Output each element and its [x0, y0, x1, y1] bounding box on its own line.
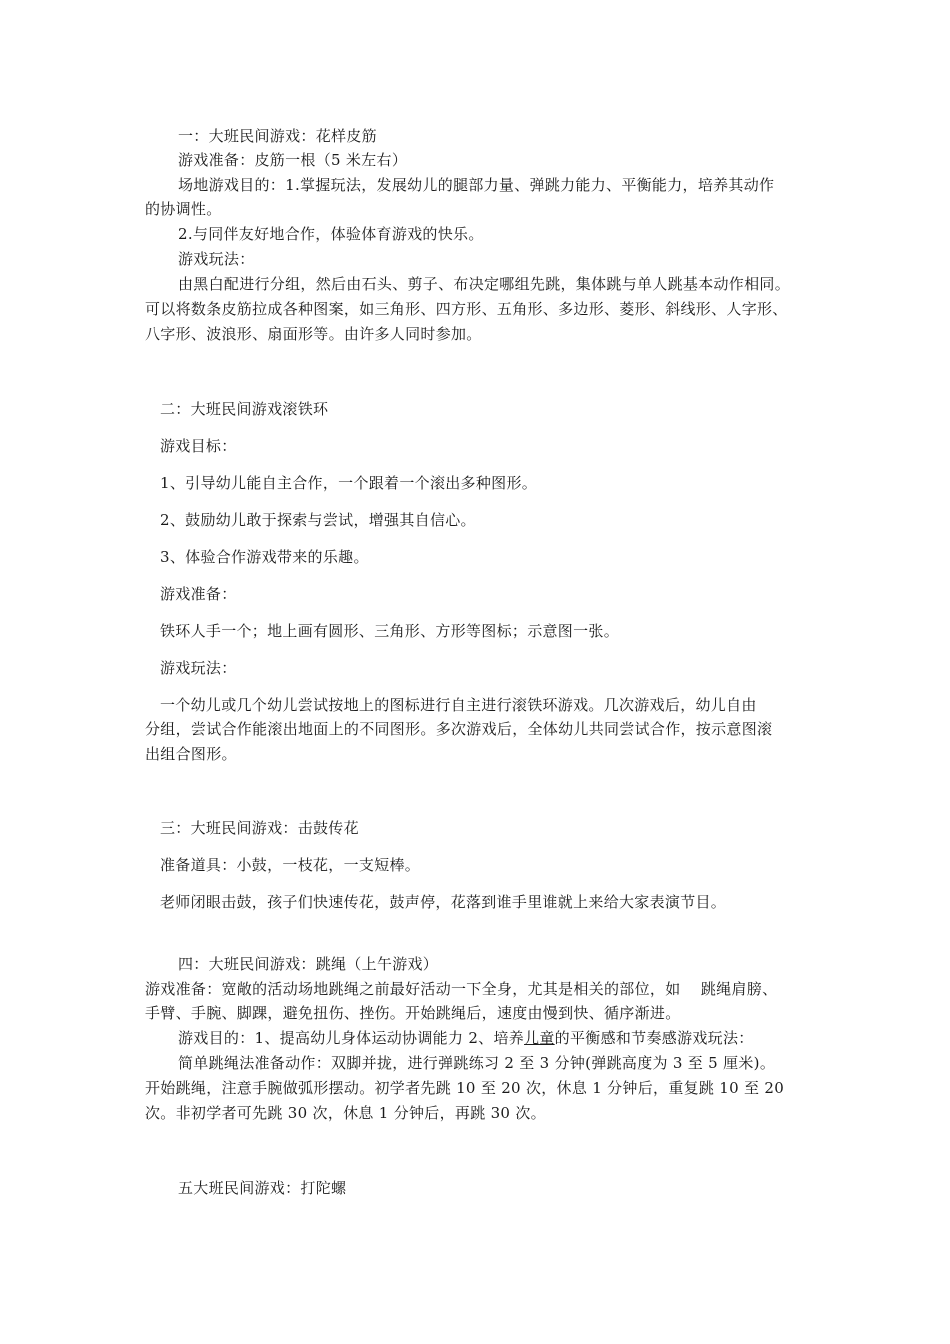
section-3-props: 准备道具：小鼓，一枝花，一支短棒。 [160, 856, 421, 874]
section-4-play-line-2: 开始跳绳，注意手腕做弧形摆动。初学者先跳 10 至 20 次，休息 1 分钟后，重复跳 10 至 20 [145, 1079, 785, 1097]
section-4-title: 四：大班民间游戏：跳绳（上午游戏） [178, 955, 439, 973]
section-1-goal-line-3: 2.与同伴友好地合作，体验体育游戏的快乐。 [178, 225, 484, 243]
section-1-prep: 游戏准备：皮筋一根（5 米左右） [178, 151, 408, 169]
section-1-play-line-3: 八字形、波浪形、扇面形等。由许多人同时参加。 [145, 325, 482, 343]
section-2-play-line-2: 分组，尝试合作能滚出地面上的不同图形。多次游戏后，全体幼儿共同尝试合作，按示意图滚 [145, 720, 773, 738]
section-2-title: 二：大班民间游戏滚铁环 [160, 400, 329, 418]
section-5-title: 五大班民间游戏：打陀螺 [178, 1179, 347, 1197]
section-1-title: 一：大班民间游戏：花样皮筋 [178, 127, 377, 145]
section-1-play-line-1: 由黑白配进行分组，然后由石头、剪子、布决定哪组先跳，集体跳与单人跳基本动作相同。 [178, 275, 791, 293]
section-1-play-label: 游戏玩法： [178, 250, 255, 268]
section-2-play-label: 游戏玩法： [160, 659, 237, 677]
section-4-goal-link[interactable]: 儿童 [524, 1029, 555, 1047]
section-4-goal-before: 游戏目的：1、提高幼儿身体运动协调能力 2、培养 [178, 1029, 525, 1047]
section-2-prep-label: 游戏准备： [160, 585, 237, 603]
section-2-goal-label: 游戏目标： [160, 437, 237, 455]
section-3-play: 老师闭眼击鼓，孩子们快速传花，鼓声停，花落到谁手里谁就上来给大家表演节目。 [160, 893, 727, 911]
section-2-goal-2: 2、鼓励幼儿敢于探索与尝试，增强其自信心。 [160, 511, 476, 529]
section-4-goal-after: 的平衡感和节奏感游戏玩法： [554, 1029, 754, 1047]
section-3-title: 三：大班民间游戏：击鼓传花 [160, 819, 359, 837]
section-2-goal-3: 3、体验合作游戏带来的乐趣。 [160, 548, 369, 566]
section-2-prep: 铁环人手一个；地上画有圆形、三角形、方形等图标；示意图一张。 [160, 622, 620, 640]
section-4-prep-line-1: 游戏准备：宽敞的活动场地跳绳之前最好活动一下全身，尤其是相关的部位，如 跳绳肩膀、 [145, 980, 778, 998]
section-1-goal-line-1: 场地游戏目的：1.掌握玩法，发展幼儿的腿部力量、弹跳力能力、平衡能力，培养其动作 [178, 176, 775, 194]
section-2-play-line-3: 出组合图形。 [145, 745, 237, 763]
section-4-goal [178, 1026, 754, 1050]
section-4-play-line-3: 次。非初学者可先跳 30 次，休息 1 分钟后，再跳 30 次。 [145, 1104, 546, 1122]
section-4-play-line-1: 简单跳绳法准备动作：双脚并拢，进行弹跳练习 2 至 3 分钟(弹跳高度为 3 至 5 厘米)。 [178, 1054, 776, 1072]
section-2-play-line-1: 一个幼儿或几个幼儿尝试按地上的图标进行自主进行滚铁环游戏。几次游戏后，幼儿自由 [160, 696, 757, 714]
section-1-goal-line-2: 的协调性。 [145, 200, 222, 218]
section-1-play-line-2: 可以将数条皮筋拉成各种图案，如三角形、四方形、五角形、多边形、菱形、斜线形、人字形、 [145, 300, 788, 318]
section-2-goal-1: 1、引导幼儿能自主合作，一个跟着一个滚出多种图形。 [160, 474, 538, 492]
section-4-prep-line-2: 手臂、手腕、脚踝，避免扭伤、挫伤。开始跳绳后，速度由慢到快、循序渐进。 [145, 1004, 681, 1022]
